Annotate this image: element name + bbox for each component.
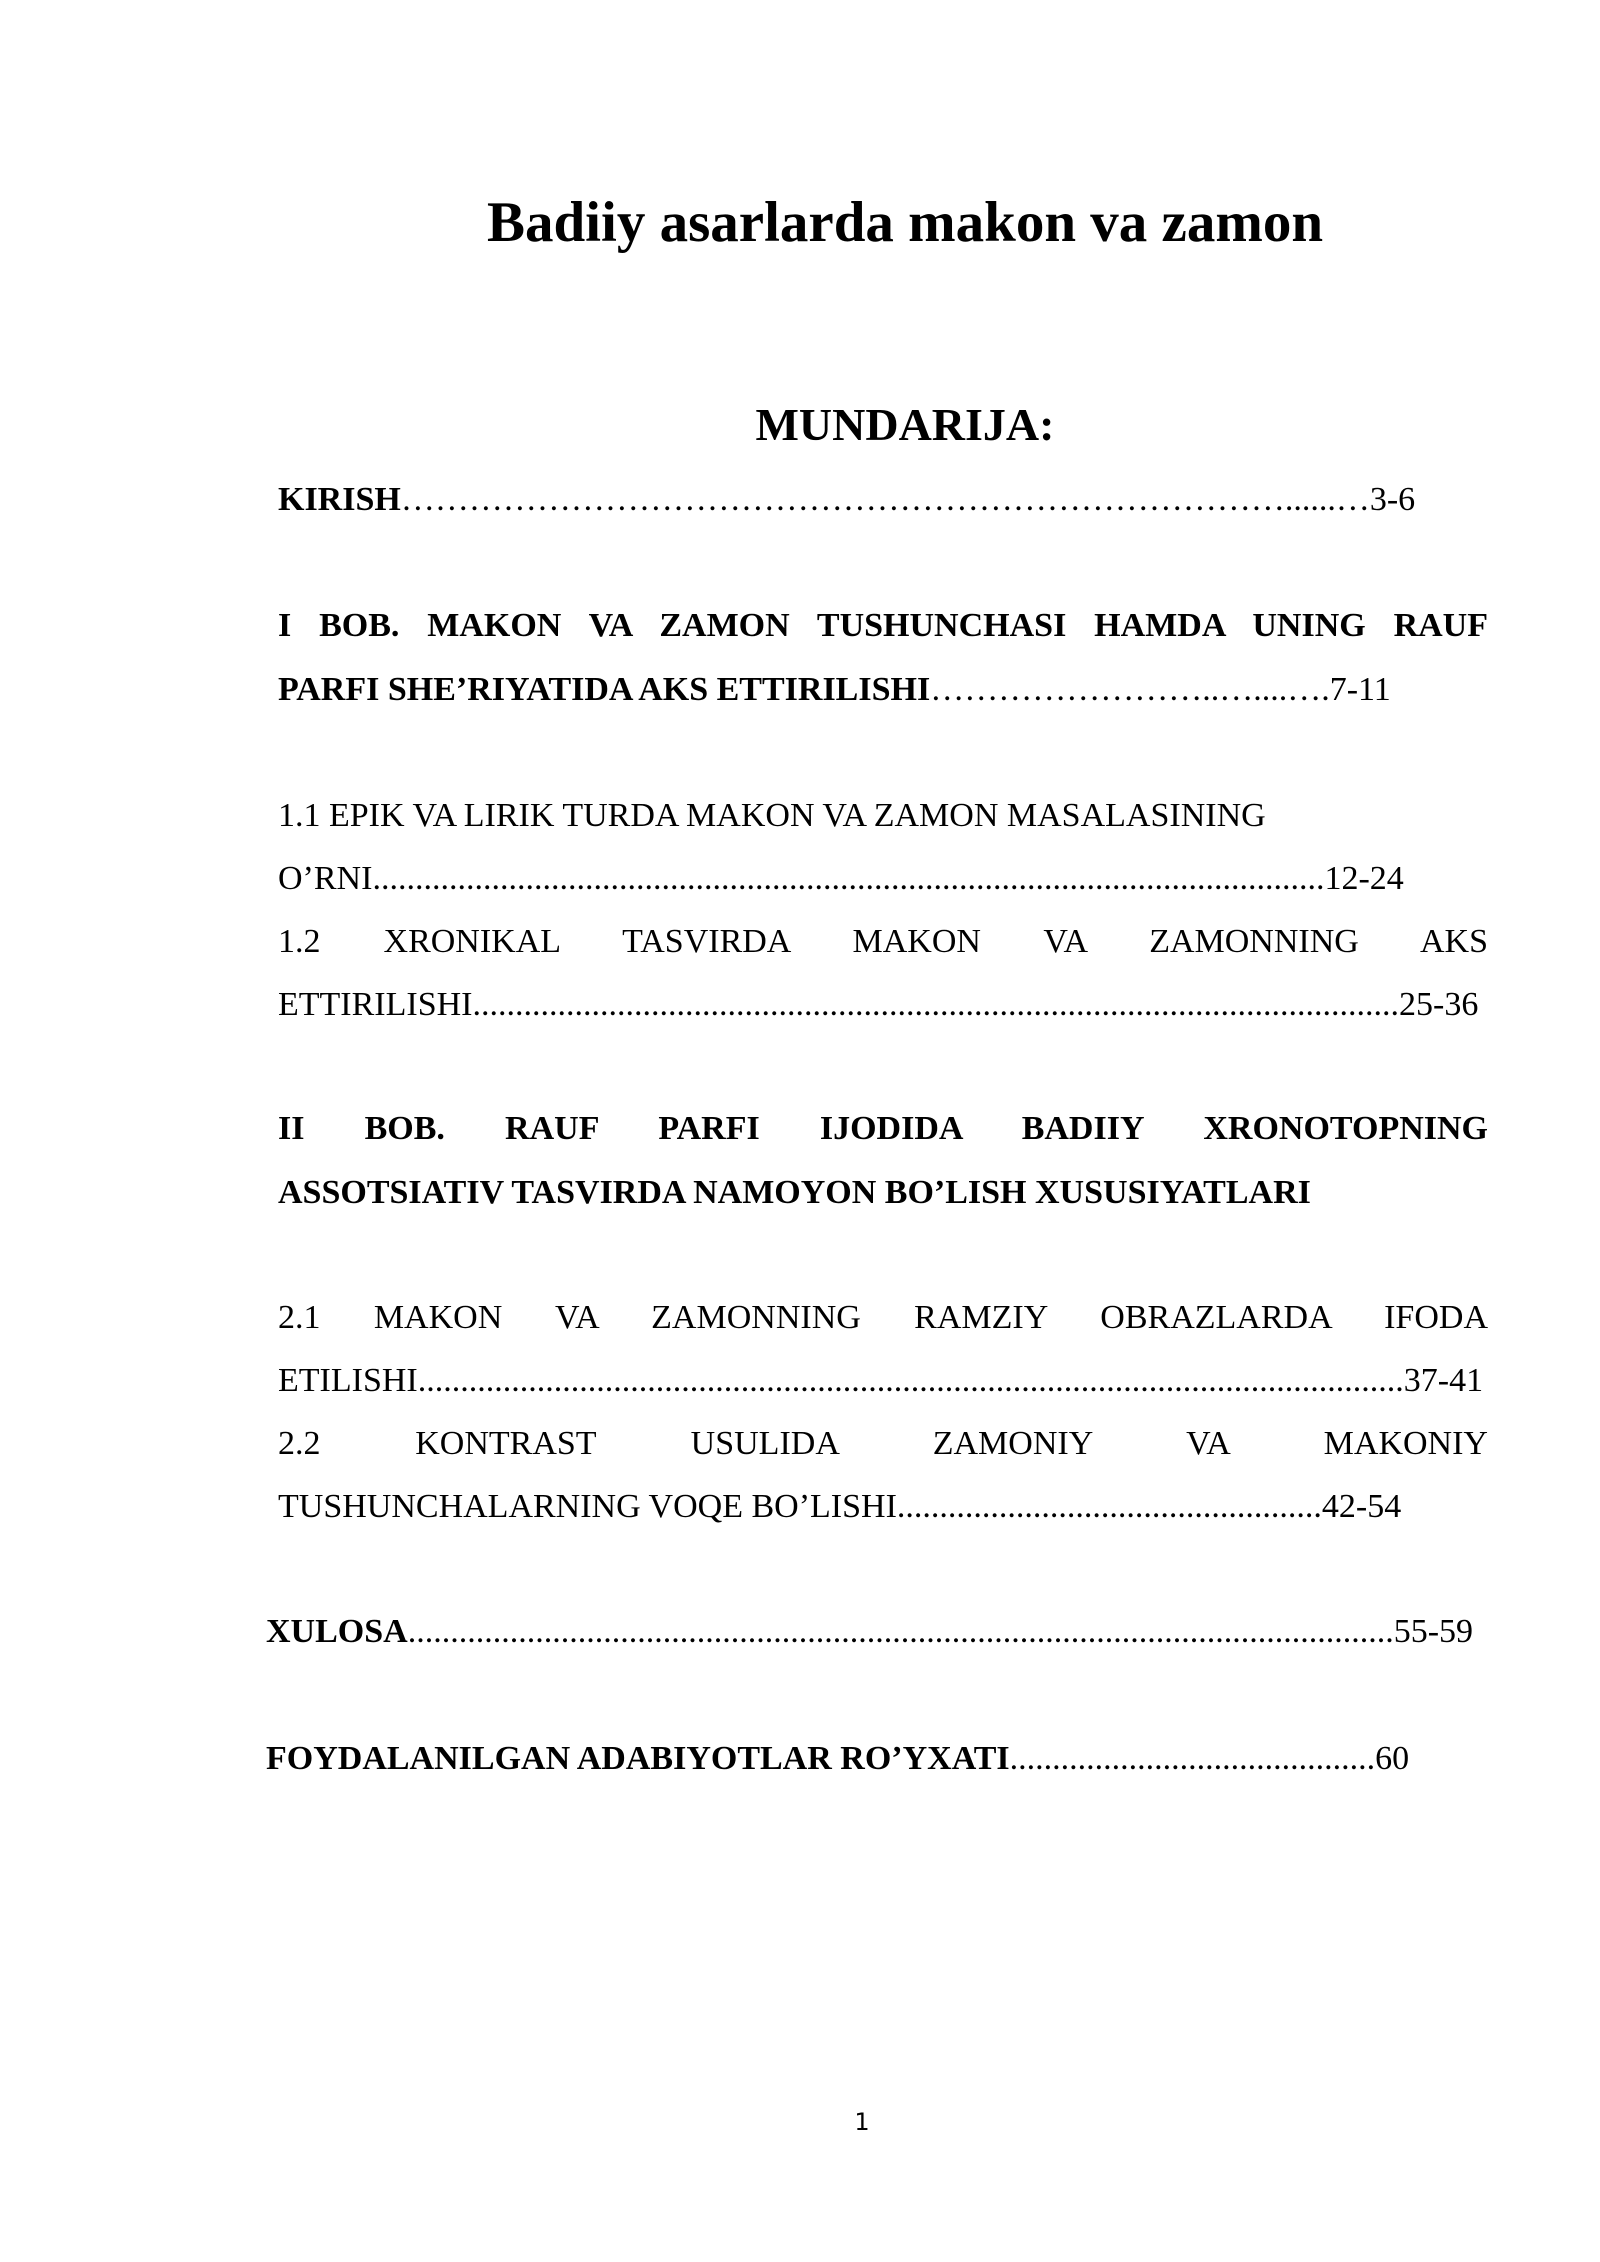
toc-entry-label: O’RNI	[278, 860, 373, 897]
toc-leader: ................................................................................................................	[372, 860, 1325, 897]
toc-section-1-1-line-1: 1.1 EPIK VA LIRIK TURDA MAKON VA ZAMON MASALASINING	[278, 797, 1266, 834]
toc-page-range: 37-41	[1403, 1362, 1484, 1399]
toc-section-1-2-line-1: 1.2 XRONIKAL TASVIRDA MAKON VA ZAMONNING AKS	[278, 923, 1488, 960]
toc-page-range: 55-59	[1393, 1613, 1474, 1650]
toc-leader: ...........................................	[1009, 1740, 1376, 1777]
toc-entry-label: ETILISHI	[278, 1362, 418, 1399]
toc-section-1-2-line-2	[278, 983, 1488, 1027]
toc-entry-label: KIRISH	[278, 481, 401, 518]
toc-entry-label: XULOSA	[266, 1613, 408, 1650]
toc-chapter-1-line-2	[278, 668, 1488, 712]
toc-page-range: 25-36	[1399, 986, 1479, 1023]
toc-leader: ....................................................................................................................	[407, 1613, 1394, 1650]
toc-section-2-2-line-1: 2.2 KONTRAST USULIDA ZAMONIY VA MAKONIY	[278, 1425, 1488, 1462]
toc-page-range: 60	[1375, 1740, 1410, 1777]
toc-section-2-2-line-2	[278, 1485, 1488, 1529]
toc-chapter-2-line-1: II BOB. RAUF PARFI IJODIDA BADIIY XRONOTOPNING	[278, 1110, 1488, 1147]
toc-leader: ……………………………………………………………………......…	[400, 481, 1370, 518]
toc-section-2-1-line-1: 2.1 MAKON VA ZAMONNING RAMZIY OBRAZLARDA IFODA	[278, 1299, 1488, 1336]
toc-page-range: 7-11	[1329, 671, 1391, 708]
toc-section-2-1-line-2	[278, 1359, 1488, 1403]
toc-page-range: 12-24	[1324, 860, 1404, 897]
toc-leader: ....................................................................................................................	[417, 1362, 1404, 1399]
toc-entry-kirish	[278, 478, 1488, 522]
document-title: Badiiy asarlarda makon va zamon	[486, 191, 1324, 254]
toc-leader: ……………………..…....….	[930, 671, 1330, 708]
toc-chapter-2-line-2: ASSOTSIATIV TASVIRDA NAMOYON BO’LISH XUSUSIYATLARI	[278, 1174, 1311, 1211]
toc-leader: .............................................................................................................	[472, 986, 1400, 1023]
toc-entry-label: ETTIRILISHI	[278, 986, 473, 1023]
toc-entry-label: FOYDALANILGAN ADABIYOTLAR RO’YXATI	[266, 1740, 1010, 1777]
toc-page-range: 3-6	[1369, 481, 1416, 518]
toc-leader: ..................................................	[896, 1488, 1322, 1525]
toc-entry-label: TUSHUNCHALARNING VOQE BO’LISHI	[278, 1488, 897, 1525]
toc-entry-label: PARFI SHE’RIYATIDA AKS ETTIRILISHI	[278, 671, 931, 708]
toc-chapter-1-line-1: I BOB. MAKON VA ZAMON TUSHUNCHASI HAMDA UNING RAUF	[278, 607, 1488, 644]
toc-entry-bibliography	[266, 1737, 1476, 1781]
page-number: 1	[854, 2108, 870, 2136]
toc-heading: MUNDARIJA:	[755, 399, 1055, 450]
toc-entry-xulosa	[266, 1610, 1476, 1654]
toc-page-range: 42-54	[1321, 1488, 1402, 1525]
toc-section-1-1-line-2	[278, 857, 1488, 901]
